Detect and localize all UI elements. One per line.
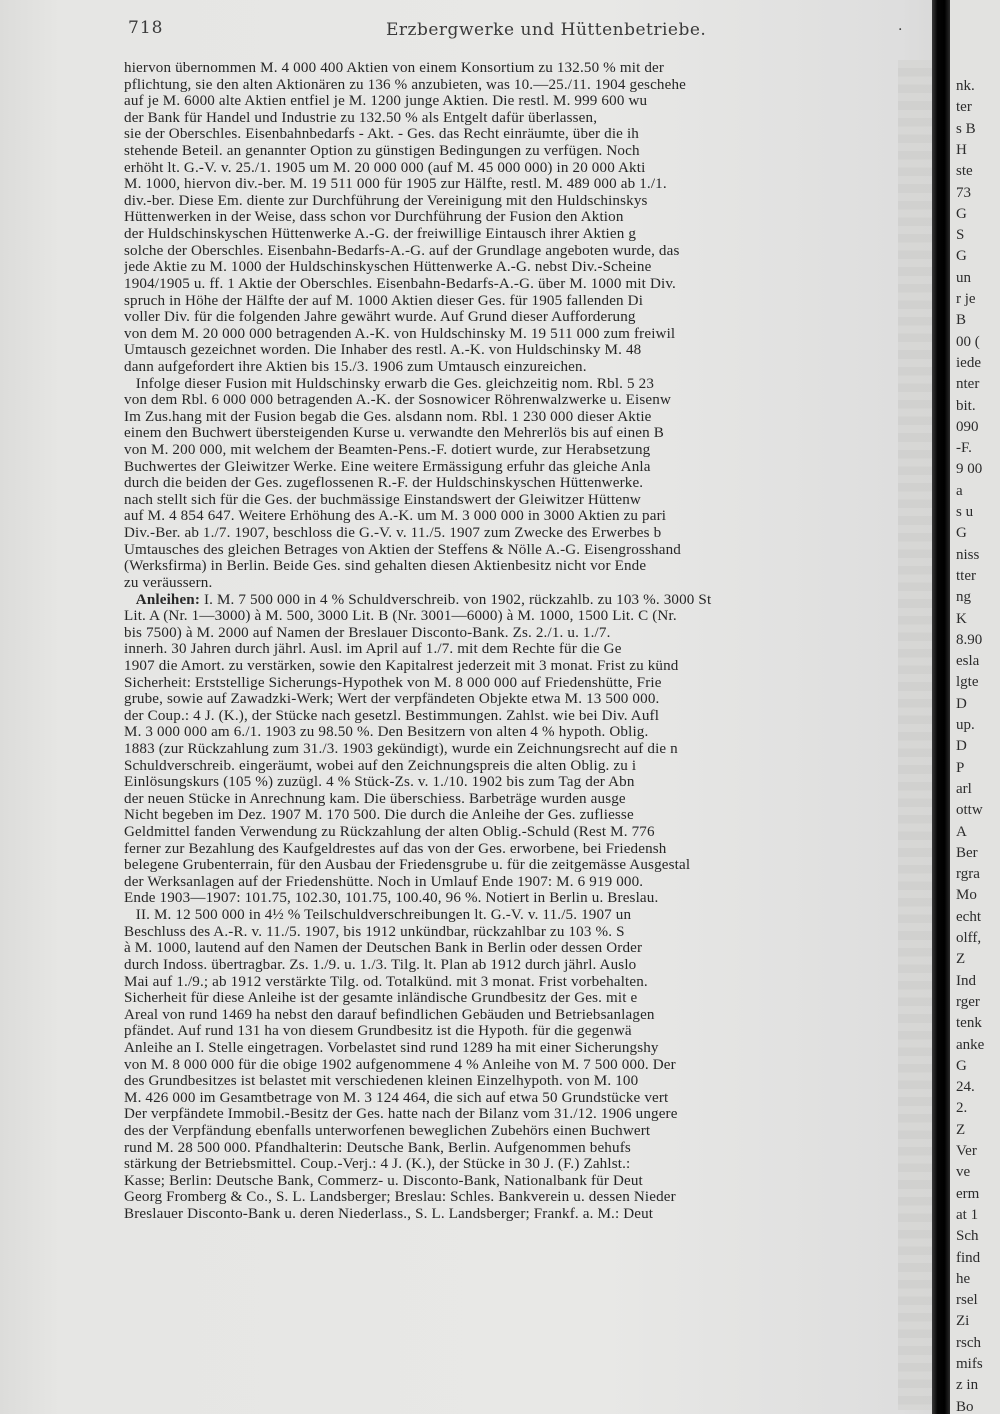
text-line: solche der Oberschles. Eisenbahn-Bedarfs-A.-G. auf der Grundlage angeboten wurde, das xyxy=(124,242,680,259)
text-line: Sicherheit für diese Anleihe ist der gesamte inländische Grundbesitz der Ges. mit e xyxy=(124,990,638,1007)
text-line: Kasse; Berlin: Deutsche Bank, Commerz- u. Disconto-Bank, Nationalbank für Deut xyxy=(124,1172,643,1189)
adjacent-page-line: niss xyxy=(956,546,980,563)
adjacent-page-line: ottw xyxy=(956,802,983,819)
text-line: M. 3 000 000 am 6./1. 1903 zu 98.50 %. Den Besitzern von alten 4 % hypoth. Oblig. xyxy=(124,724,649,741)
text-line: des Grundbesitzes ist belastet mit verschiedenen kleinen Einzelhypoth. von M. 100 xyxy=(124,1073,639,1090)
text-line: stärkung der Betriebsmittel. Coup.-Verj.: 4 J. (K.), der Stücke in 30 J. (F.) Zahlst.: xyxy=(124,1156,631,1173)
adjacent-page-line: 2. xyxy=(956,1100,968,1117)
text-line: pfändet. Auf rund 131 ha von diesem Grundbesitz ist die Hypoth. für die gegenwä xyxy=(124,1023,632,1040)
text-line: durch die beiden der Ges. zugeflossenen R.-F. der Huldschinskyschen Hüttenwerke. xyxy=(124,475,644,492)
adjacent-page-line: iede xyxy=(956,354,981,371)
text-line: Der verpfändete Immobil.-Besitz der Ges. hatte nach der Bilanz vom 31./12. 1906 ungere xyxy=(124,1106,678,1123)
adjacent-page-line: Z xyxy=(956,951,966,968)
adjacent-page-line: 00 ( xyxy=(956,333,980,350)
adjacent-page-line: tenk xyxy=(956,1015,982,1032)
adjacent-page-line: G xyxy=(956,525,967,542)
text-line: Hüttenwerken in der Weise, dass schon vor Durchführung der Fusion den Aktion xyxy=(124,209,624,226)
adjacent-page-line: he xyxy=(956,1270,971,1287)
text-line: M. 1000, hiervon div.-ber. M. 19 511 000 für 1905 zur Hälfte, restl. M. 489 000 ab 1./1. xyxy=(124,176,667,193)
text-line: durch Indoss. übertragbar. Zs. 1./9. u. 1./3. Tilg. lt. Plan ab 1912 durch jährl. Auslo xyxy=(124,956,637,973)
adjacent-page-line: erm xyxy=(956,1185,980,1202)
adjacent-page-line: 8.90 xyxy=(956,631,983,648)
text-line: Umtausch gezeichnet worden. Die Inhaber des restl. A.-K. von Huldschinsky M. 48 xyxy=(124,342,642,359)
text-line: Lit. A (Nr. 1—3000) à M. 500, 3000 Lit. B (Nr. 3001—6000) à M. 1000, 1500 Lit. C (Nr. xyxy=(124,608,677,625)
text-line: Buchwertes der Gleiwitzer Werke. Eine weitere Ermässigung erfuhr das gleiche Anla xyxy=(124,458,651,475)
text-line: von M. 200 000, mit welchem der Beamten-Pens.-F. dotiert wurde, zur Herabsetzung xyxy=(124,442,651,459)
adjacent-page-line: un xyxy=(956,269,971,286)
adjacent-page-line: tter xyxy=(956,567,976,584)
text-line: Areal von rund 1469 ha nebst den darauf befindlichen Gebäuden und Betriebsanlagen xyxy=(124,1006,655,1023)
page-header xyxy=(128,18,908,48)
adjacent-page-line: mifs xyxy=(956,1356,983,1372)
text-line: 1904/1905 u. ff. 1 Aktie der Oberschles. Eisenbahn-Bedarfs-A.-G. über M. 1000 mit Div. xyxy=(124,275,676,292)
adjacent-page-line: H xyxy=(956,141,967,158)
text-line: spruch in Höhe der Hälfte der auf M. 1000 Aktien dieser Ges. für 1905 fallenden Di xyxy=(124,292,644,309)
adjacent-page-line: G xyxy=(956,248,967,265)
text-line: hiervon übernommen M. 4 000 400 Aktien von einem Konsortium zu 132.50 % mit der xyxy=(124,60,665,76)
text-line: auf M. 4 854 647. Weitere Erhöhung des A.-K. um M. 3 000 000 in 3000 Aktien zu pari xyxy=(124,508,667,525)
adjacent-page-line: Z xyxy=(956,1121,966,1138)
text-line: zu veräussern. xyxy=(124,574,213,591)
text-line: Nicht begeben im Dez. 1907 M. 170 500. Die durch die Anleihe der Ges. zufliesse xyxy=(124,807,634,824)
text-line: jede Aktie zu M. 1000 der Huldschinskyschen Hüttenwerke A.-G. nebst Div.-Scheine xyxy=(124,259,652,276)
adjacent-page-line: ve xyxy=(956,1164,971,1181)
text-line: Geldmittel fanden Verwendung zu Rückzahlung der alten Oblig.-Schuld (Rest M. 776 xyxy=(124,824,655,841)
text-line: von dem M. 20 000 000 betragenden A.-K. von Huldschinsky M. 19 511 000 zum freiwil xyxy=(124,325,676,342)
text-line: (Werksfirma) in Berlin. Beide Ges. sind gehalten diesen Aktienbesitz nicht vor Ende xyxy=(124,558,647,575)
adjacent-page-line: B xyxy=(956,312,967,329)
adjacent-page-line: ter xyxy=(956,99,972,116)
body-text xyxy=(124,60,900,1223)
text-line: Beschluss des A.-R. v. 11./5. 1907, bis 1912 unkündbar, rückzahlbar zu 103 %. S xyxy=(124,923,625,940)
adjacent-page-line: Bo xyxy=(956,1398,974,1414)
adjacent-page-fragment xyxy=(950,0,1000,1414)
adjacent-page-line: D xyxy=(956,695,967,712)
text-line: auf je M. 6000 alte Aktien entfiel je M. 1200 junge Aktien. Die restl. M. 999 600 wu xyxy=(124,93,648,110)
page-number: 718 xyxy=(128,18,164,38)
text-line: Georg Fromberg & Co., S. L. Landsberger; Breslau: Schles. Bankverein u. dessen Nieder xyxy=(124,1189,676,1206)
text-line: M. 426 000 im Gesamtbetrage von M. 3 124 464, die sich auf etwa 50 Grundstücke vert xyxy=(124,1089,669,1106)
text-line: nach stellt sich für die Ges. der buchmässige Einstandswert der Gleiwitzer Hüttenw xyxy=(124,491,641,508)
text-line: der Bank für Handel und Industrie zu 132.50 % als Entgelt dafür überlassen, xyxy=(124,109,598,126)
section-heading-anleihen: Anleihen: xyxy=(135,591,201,608)
adjacent-page-line: 9 00 xyxy=(956,461,983,478)
text-line: der Coup.: 4 J. (K.), der Stücke nach gesetzl. Bestimmungen. Zahlst. wie bei Div. Aufl xyxy=(124,707,660,724)
text-line: à M. 1000, lautend auf den Namen der Deutschen Bank in Berlin oder dessen Order xyxy=(124,940,643,957)
text-line: Schuldverschreib. eingeräumt, wobei auf den Zeichnungspreis die alten Oblig. zu i xyxy=(124,757,637,774)
book-spine-shadow xyxy=(932,0,950,1414)
adjacent-page-line: echt xyxy=(956,908,981,925)
text-line: Im Zus.hang mit der Fusion begab die Ges. alsdann nom. Rbl. 1 230 000 dieser Aktie xyxy=(124,408,652,425)
adjacent-page-line: s u xyxy=(956,504,974,520)
text-line: von M. 8 000 000 für die obige 1902 aufgenommene 4 % Anleihe von M. 7 500 000. Der xyxy=(124,1056,676,1073)
text-line: Div.-Ber. ab 1./7. 1907, beschloss die G.-V. v. 11./5. 1907 zum Zwecke des Erwerbes b xyxy=(124,525,662,542)
running-title: Erzbergwerke und Hüttenbetriebe. xyxy=(386,20,707,40)
text-line: pflichtung, sie den alten Aktionären zu 136 % anzubieten, was 10.—25./11. 1904 geschehe xyxy=(124,76,687,93)
text-line: rund M. 28 500 000. Pfandhalterin: Deutsche Bank, Berlin. Aufgenommen behufs xyxy=(124,1139,631,1156)
text-line: von dem Rbl. 6 000 000 betragenden A.-K. der Sosnowicer Röhrenwalzwerke u. Eisenw xyxy=(124,392,672,409)
header-dot: . xyxy=(898,18,903,34)
adjacent-page-line: A xyxy=(956,823,967,840)
text-line: innerh. 30 Jahren durch jährl. Ausl. im April auf 1./7. mit dem Rechte für die Ge xyxy=(124,641,622,658)
text-line: Ende 1903—1907: 101.75, 102.30, 101.75, 100.40, 96 %. Notiert in Berlin u. Breslau. xyxy=(124,890,659,907)
adjacent-page-line: ng xyxy=(956,589,971,606)
text-line: Umtausches des gleichen Betrages von Aktien der Steffens & Nölle A.-G. Eisengrosshand xyxy=(124,541,681,558)
adjacent-page-line: arl xyxy=(956,780,972,797)
text-line: Anleihen: I. M. 7 500 000 in 4 % Schuldverschreib. von 1902, rückzahlb. zu 103 %. 3000 St xyxy=(135,591,712,608)
text-line: der Werksanlagen auf der Friedenshütte. Noch in Umlauf Ende 1907: M. 6 919 000. xyxy=(124,873,644,890)
text-line: einem den Buchwert übersteigenden Kurse u. verwandte den Mehrerlös bis auf einen B xyxy=(124,425,664,442)
adjacent-page-line: Zi xyxy=(956,1313,970,1330)
adjacent-page-line: z in xyxy=(956,1377,979,1394)
adjacent-page-line: rgra xyxy=(956,866,980,883)
text-line: 1907 die Amort. zu verstärken, sowie den Kapitalrest jederzeit mit 3 monat. Frist zu künd xyxy=(124,657,679,674)
adjacent-page-line: S xyxy=(956,227,965,244)
text-line: bis 7500) à M. 2000 auf Namen der Breslauer Disconto-Bank. Zs. 2./1. u. 1./7. xyxy=(124,624,611,641)
adjacent-page-line: nter xyxy=(956,376,980,393)
text-line: sie der Oberschles. Eisenbahnbedarfs - Akt. - Ges. das Recht einräumte, über die ih xyxy=(124,126,639,143)
adjacent-page-line: -F. xyxy=(956,440,972,457)
adjacent-page-line: esla xyxy=(956,653,980,670)
text-line: stehende Beteil. an genannter Option zu günstigen Bedingungen zu verfügen. Noch xyxy=(124,143,640,160)
adjacent-page-line: lgte xyxy=(956,674,979,691)
bleed-through-gutter xyxy=(898,60,934,1410)
adjacent-page-line: Ber xyxy=(956,844,978,861)
adjacent-page-line: Ind xyxy=(956,972,976,989)
adjacent-page-line: ste xyxy=(956,163,973,180)
text-line: erhöht lt. G.-V. v. 25./1. 1905 um M. 20 000 000 (auf M. 45 000 000) in 20 000 Akti xyxy=(124,159,646,176)
text-line: Sicherheit: Erststellige Sicherungs-Hypothek von M. 8 000 000 auf Friedenshütte, Frie xyxy=(124,674,662,691)
adjacent-page-line: Sch xyxy=(956,1228,979,1245)
adjacent-page-line: G xyxy=(956,1057,967,1074)
adjacent-page-line: rsch xyxy=(956,1334,981,1351)
text-line: belegene Grubenterrain, für den Ausbau der Friedensgrube u. für die zeitgemässe Ausgestal xyxy=(124,857,691,874)
adjacent-page-line: D xyxy=(956,738,967,755)
adjacent-page-line: Mo xyxy=(956,887,977,904)
adjacent-page-line: nk. xyxy=(956,78,975,94)
adjacent-page-line: Ver xyxy=(956,1143,977,1159)
adjacent-page-line: find xyxy=(956,1249,981,1266)
adjacent-page-line: a xyxy=(956,482,963,499)
adjacent-page-line: P xyxy=(956,759,965,776)
text-line: Einlösungskurs (105 %) zuzügl. 4 % Stück-Zs. v. 1./10. 1902 bis zum Tag der Abn xyxy=(124,774,635,791)
adjacent-page-line: G xyxy=(956,205,967,222)
adjacent-page-line: anke xyxy=(956,1036,985,1053)
text-line: grube, sowie auf Zawadzki-Werk; Wert der verpfändeten Objekte etwa M. 13 500 000. xyxy=(124,691,660,708)
text-line: 1883 (zur Rückzahlung zum 31./3. 1903 gekündigt), wurde ein Zeichnungsrecht auf die n xyxy=(124,740,678,757)
text-line: Breslauer Disconto-Bank u. deren Niederlass., S. L. Landsberger; Frankf. a. M.: Deut xyxy=(124,1206,654,1223)
text-line: div.-ber. Diese Em. diente zur Durchführung der Vereinigung mit den Huldschinskys xyxy=(124,192,648,209)
adjacent-page-line: olff, xyxy=(956,930,982,946)
adjacent-page-line: bit. xyxy=(956,397,976,414)
text-line: des der Verpfändung ebenfalls unterworfenen beweglichen Zubehörs einen Buchwert xyxy=(124,1123,651,1139)
text-line: der Huldschinskyschen Hüttenwerke A.-G. der freiwillige Eintausch ihrer Aktien g xyxy=(124,226,637,243)
text-line: dann aufgefordert ihre Aktien bis 15./3. 1906 zum Umtausch einzureichen. xyxy=(124,358,587,375)
text-line: II. M. 12 500 000 in 4½ % Teilschuldverschreibungen lt. G.-V. v. 11./5. 1907 un xyxy=(124,907,632,924)
adjacent-page-line: rger xyxy=(956,993,980,1010)
adjacent-page-line: r je xyxy=(956,291,976,307)
text-line: Anleihe an I. Stelle eingetragen. Vorbelastet sind rund 1289 ha mit einer Sicherungshy xyxy=(124,1039,659,1056)
text-line: der neuen Stücke in Anrechnung kam. Die überschiess. Barbeträge wurden ausge xyxy=(124,790,626,807)
text-line: ferner zur Bezahlung des Kaufgeldrestes auf das von der Ges. erworbene, bei Friedensh xyxy=(124,840,667,857)
adjacent-page-line: 090 xyxy=(956,418,979,435)
adjacent-page-line: 24. xyxy=(956,1079,975,1096)
text-line: Mai auf 1./9.; ab 1912 verstärkte Tilg. od. Totalkünd. mit 3 monat. Frist vorbehalten. xyxy=(124,973,648,990)
adjacent-page-line: up. xyxy=(956,717,975,733)
adjacent-page-line: at 1 xyxy=(956,1206,979,1223)
text-line: Infolge dieser Fusion mit Huldschinsky erwarb die Ges. gleichzeitig nom. Rbl. 5 23 xyxy=(124,375,655,392)
adjacent-page-line: rsel xyxy=(956,1292,978,1309)
text-line: voller Div. für die folgenden Jahre gewährt wurde. Auf Grund dieser Aufforderung xyxy=(124,309,636,326)
adjacent-page-line: s B xyxy=(956,120,976,137)
adjacent-page-line: K xyxy=(956,610,967,627)
adjacent-page-line: 73 xyxy=(956,184,971,201)
